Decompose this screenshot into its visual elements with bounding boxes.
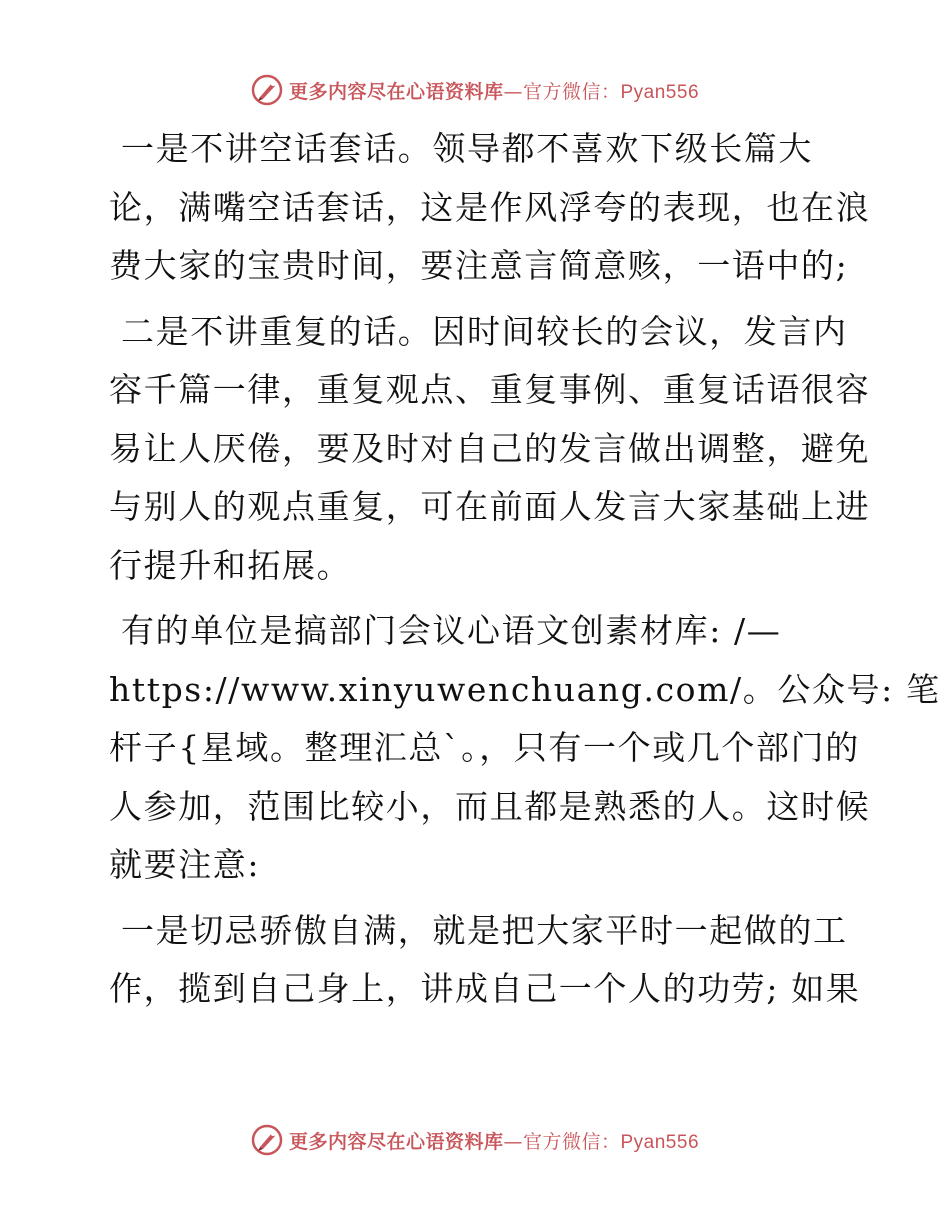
paragraph-line: 论，满嘴空话套话，这是作风浮夸的表现，也在浪 (109, 187, 871, 227)
paragraph-line: 杆子{星域。整理汇总`。，只有一个或几个部门的 (109, 728, 860, 767)
paragraph-line: 容千篇一律，重复观点、重复事例、重复话语很容 (109, 370, 871, 409)
paragraph-line: 一是切忌骄傲自满，就是把大家平时一起做的工 (121, 910, 848, 950)
footer-banner-dash: — (503, 1130, 523, 1153)
paragraph-line: 作，揽到自己身上，讲成自己一个人的功劳; 如果 (109, 969, 861, 1008)
header-banner (0, 70, 950, 110)
paragraph-line: 与别人的观点重复，可在前面人发言大家基础上进 (109, 487, 871, 526)
footer-banner (0, 1120, 950, 1160)
paragraph-line: 行提升和拓展。 (109, 545, 352, 585)
header-wechat-id: Pyan556 (620, 81, 700, 103)
header-banner-text (289, 77, 699, 104)
paragraph-line: 有的单位是搞部门会议心语文创素材库: /— (121, 611, 782, 650)
paragraph-3 (97, 602, 941, 895)
footer-banner-inner (251, 1124, 699, 1156)
paragraph-line: 易让人厌倦，要及时对自己的发言做出调整，避免 (109, 428, 871, 468)
paragraph-1 (97, 120, 871, 296)
quill-logo-icon (251, 1124, 283, 1156)
header-wechat-label: 官方微信： (522, 80, 621, 103)
document-body (97, 120, 941, 1026)
header-banner-dash: — (503, 80, 523, 103)
paragraph-line: 二是不讲重复的话。因时间较长的会议，发言内 (121, 311, 848, 351)
paragraph-line: 就要注意: (109, 845, 261, 884)
footer-wechat-id: Pyan556 (620, 1131, 700, 1153)
footer-wechat-label: 官方微信： (522, 1130, 621, 1153)
header-banner-inner (251, 74, 699, 106)
paragraph-line: 人参加，范围比较小，而且都是熟悉的人。这时候 (109, 786, 871, 826)
paragraph-line: 费大家的宝贵时间，要注意言简意赅，一语中的; (109, 246, 849, 285)
footer-banner-text (289, 1127, 699, 1154)
footer-banner-main: 更多内容尽在心语资料库 (288, 1130, 504, 1153)
paragraph-2 (97, 303, 871, 596)
quill-logo-icon (251, 74, 283, 106)
paragraph-line: https://www.xinyuwenchuang.com/。公众号: 笔 (109, 669, 941, 709)
header-banner-main: 更多内容尽在心语资料库 (288, 80, 504, 103)
paragraph-line: 一是不讲空话套话。领导都不喜欢下级长篇大 (121, 129, 813, 168)
paragraph-4 (97, 902, 861, 1019)
